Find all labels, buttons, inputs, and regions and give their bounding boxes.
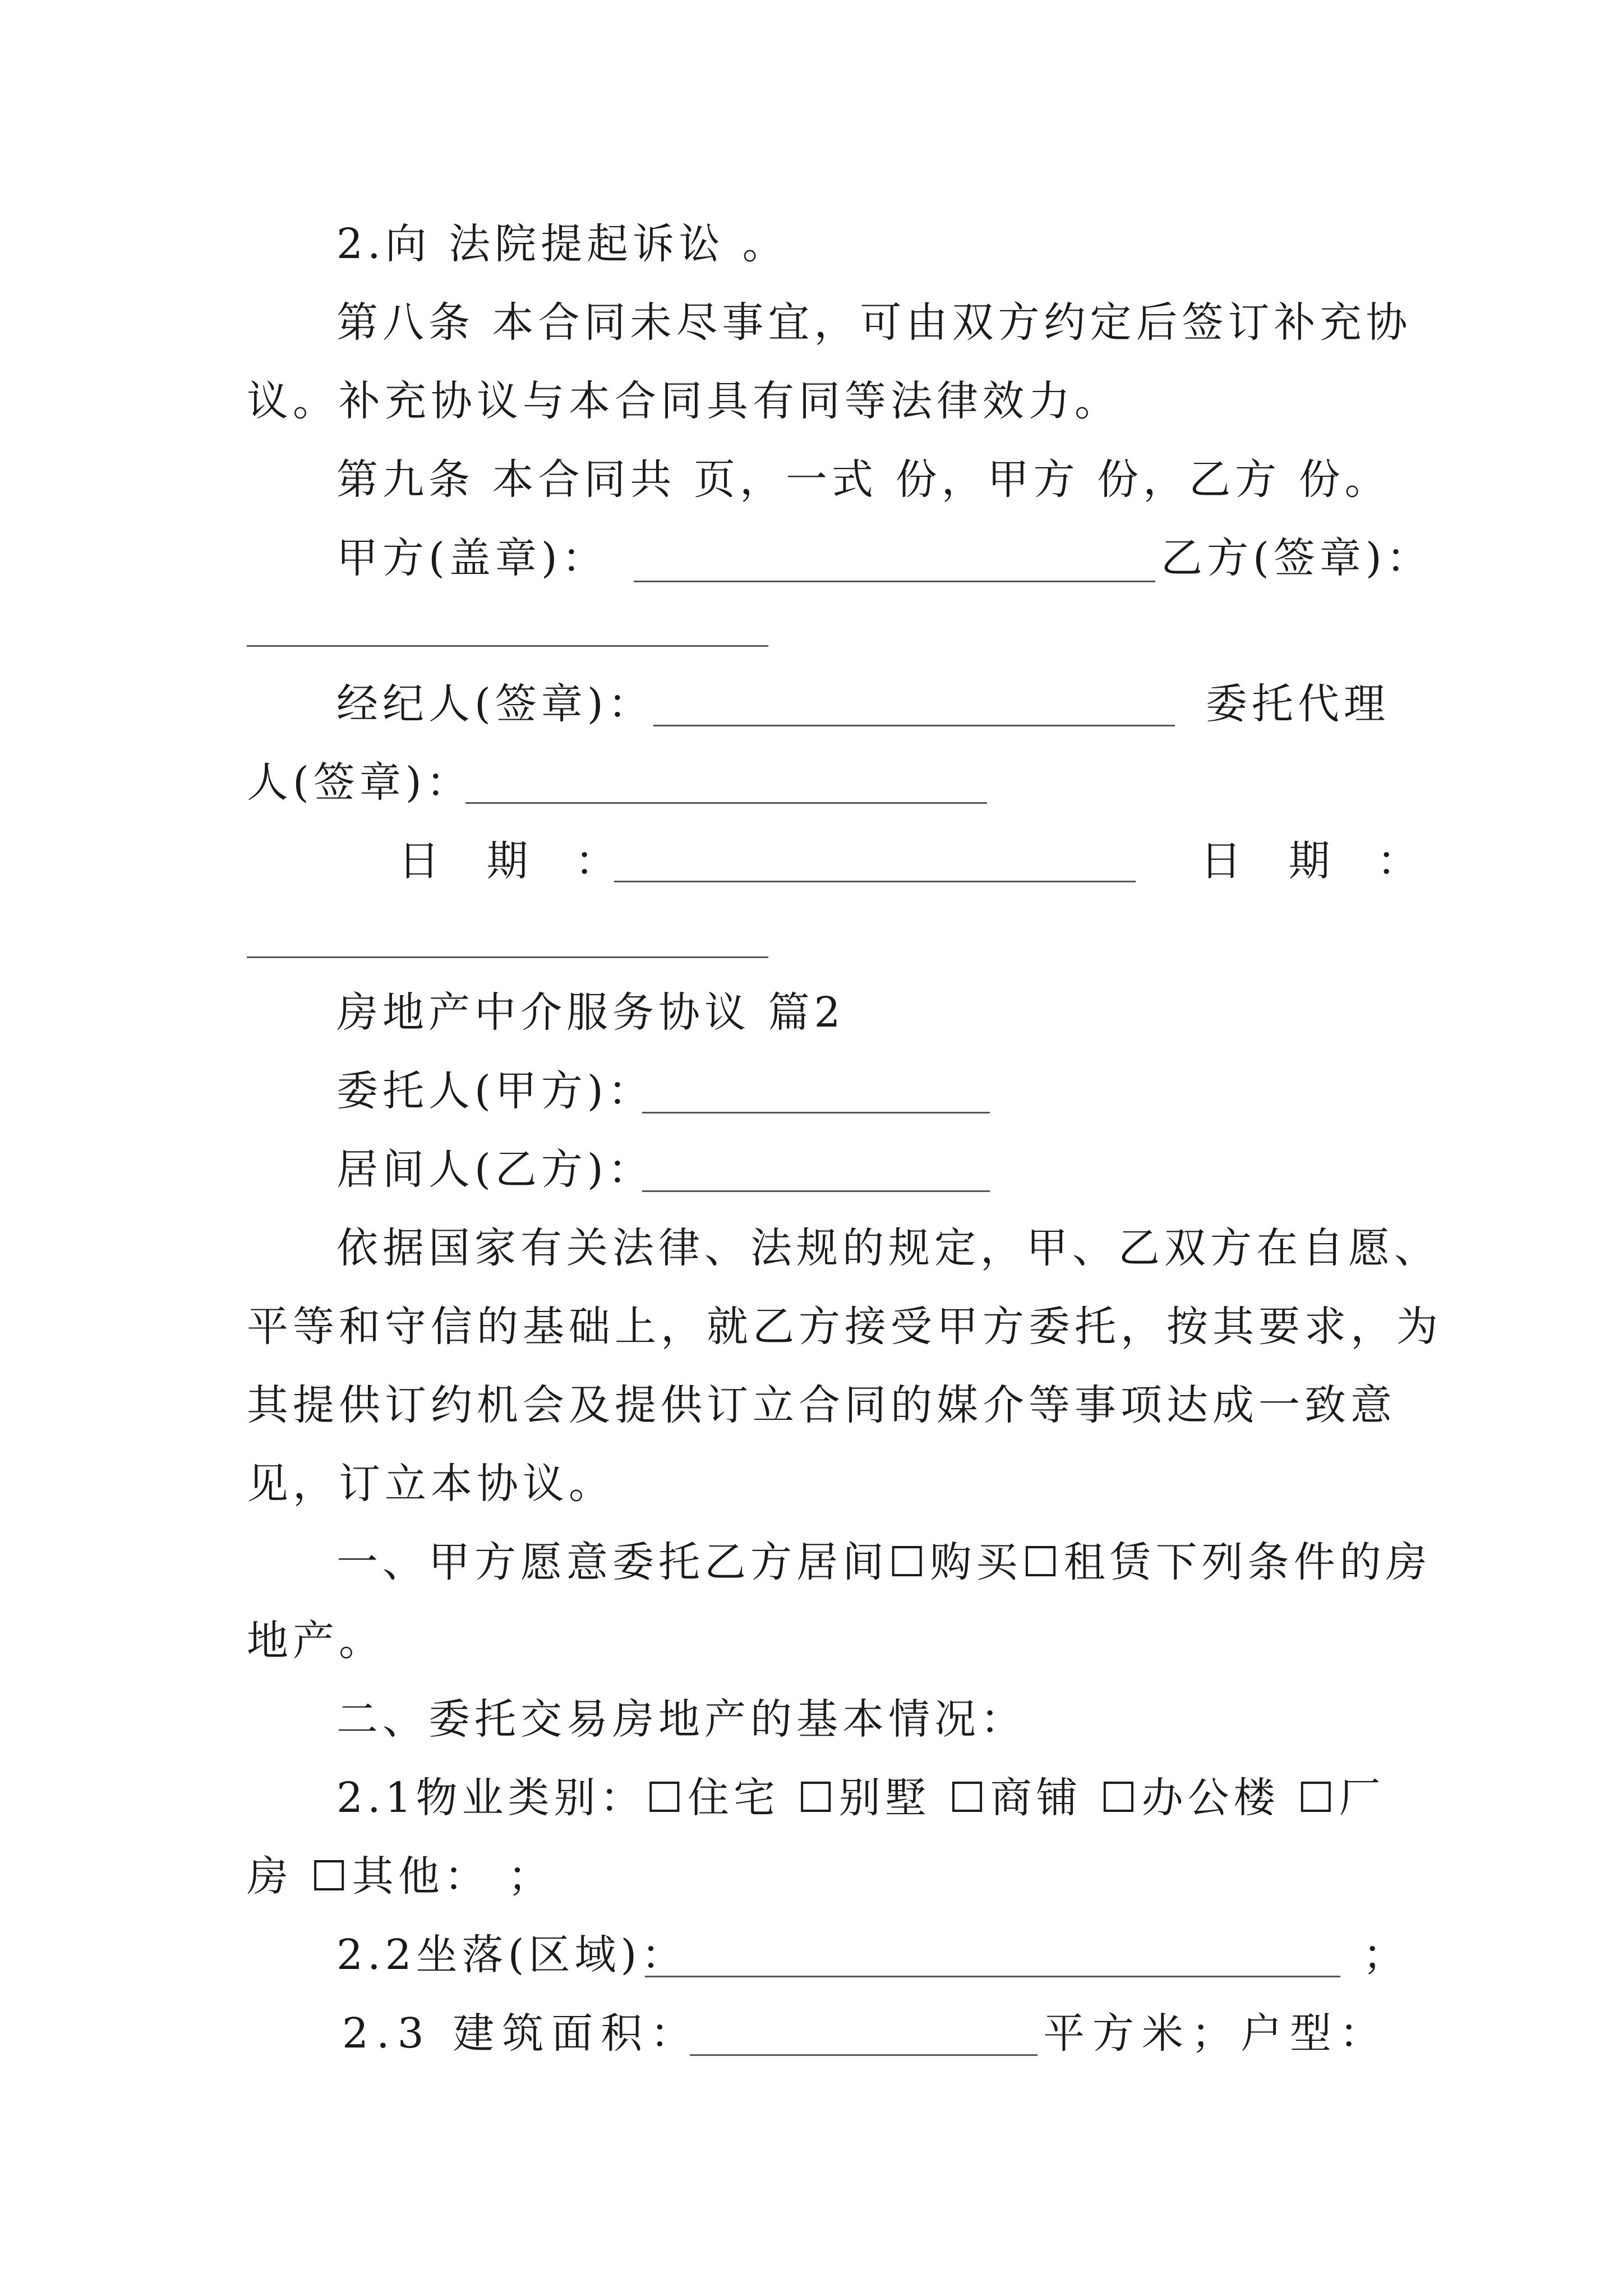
section-2-heading: 二、委托交易房地产的基本情况： <box>336 1695 1026 1743</box>
area-blank <box>690 2054 1038 2056</box>
agent-sign-label: 经纪人(签章)： <box>336 680 654 728</box>
property-type-line-2: 房 ☐其他： ； <box>247 1852 554 1901</box>
party-b-sign-label: 乙方(签章)： <box>1161 534 1432 582</box>
section-1-line-2: 地产。 <box>247 1617 385 1665</box>
clause-9: 第九条 本合同共 页，一式 份，甲方 份，乙方 份。 <box>336 455 1391 504</box>
party-b-sign-blank <box>247 645 768 647</box>
area-label: 2.3 建筑面积： <box>342 2009 700 2058</box>
property-type-line-1: 2.1物业类别：☐住宅 ☐别墅 ☐商铺 ☐办公楼 ☐厂 <box>336 1774 1385 1822</box>
party-a-seal-label: 甲方(盖章)： <box>336 534 608 582</box>
preamble-line-1: 依据国家有关法律、法规的规定，甲、乙双方在自愿、 <box>336 1224 1440 1272</box>
section-1-line-1: 一、甲方愿意委托乙方居间☐购买☐租赁下列条件的房 <box>336 1538 1432 1586</box>
date-label-b: 日 期 ： <box>1200 837 1436 885</box>
preamble-line-4: 见，订立本协议。 <box>247 1460 615 1508</box>
clause-8-line-2: 议。补充协议与本合同具有同等法律效力。 <box>247 377 1121 425</box>
clause-7-item-2: 2.向 法院提起诉讼 。 <box>336 220 789 268</box>
agreement-title: 房地产中介服务协议 篇2 <box>336 988 845 1037</box>
date-label-a: 日 期 ： <box>398 837 634 885</box>
preamble-line-2: 平等和守信的基础上，就乙方接受甲方委托，按其要求，为 <box>247 1303 1442 1351</box>
party-a-seal-blank <box>634 581 1155 582</box>
broker-blank <box>642 1190 990 1192</box>
location-semicolon: ； <box>1363 1931 1409 1979</box>
date-blank-b <box>247 956 768 958</box>
preamble-line-3: 其提供订约机会及提供订立合同的媒介等事项达成一致意 <box>247 1381 1396 1429</box>
client-blank <box>642 1112 990 1114</box>
clause-8-line-1: 第八条 本合同未尽事宜，可由双方约定后签订补充协 <box>336 298 1412 347</box>
date-blank-a <box>614 881 1136 882</box>
agent-sign-blank <box>653 725 1175 726</box>
location-label: 2.2坐落(区域)： <box>336 1931 688 1979</box>
proxy-sign-blank <box>465 802 987 804</box>
proxy-sign-label-1: 委托代理 <box>1206 680 1390 728</box>
proxy-sign-label-2: 人(签章)： <box>247 758 472 807</box>
client-label: 委托人(甲方)： <box>336 1067 654 1115</box>
broker-label: 居间人(乙方)： <box>336 1145 654 1194</box>
area-unit-and-layout-label: 平方米；户型： <box>1043 2009 1389 2058</box>
location-blank <box>645 1976 1340 1977</box>
